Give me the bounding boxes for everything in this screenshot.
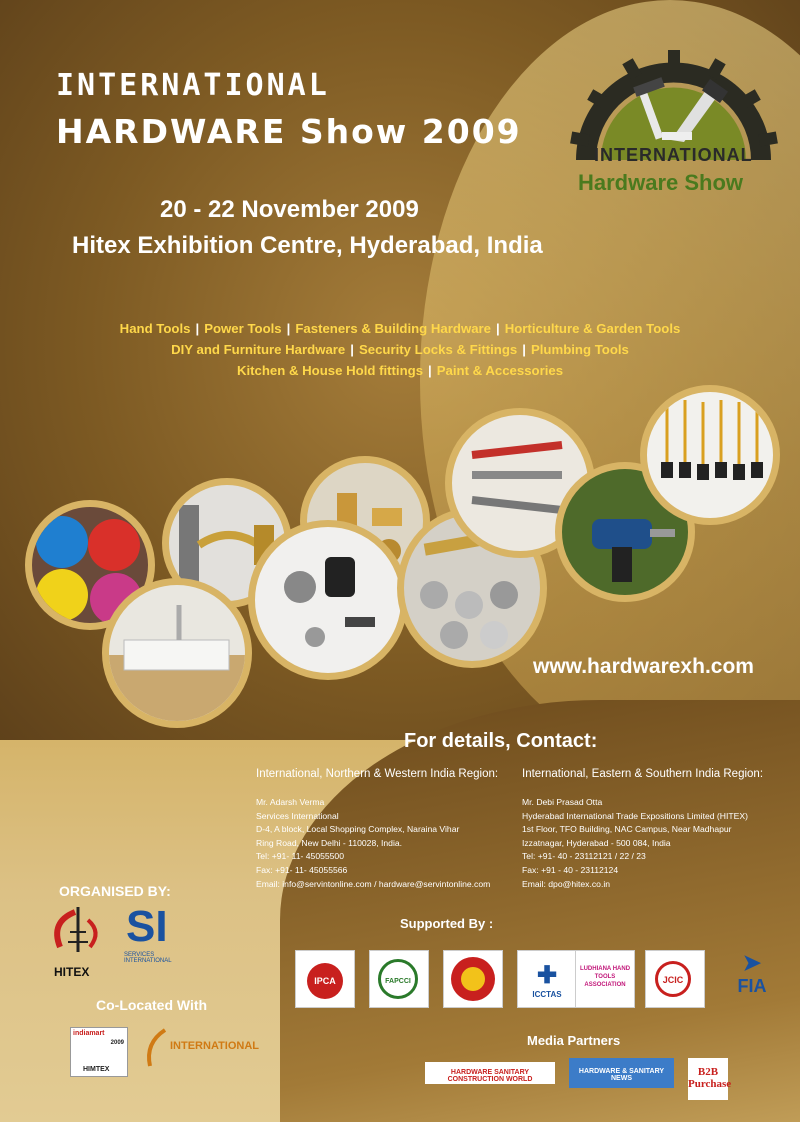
category-item: Horticulture & Garden Tools [504,321,681,336]
logo-text-international: INTERNATIONAL [594,145,753,165]
hscw-logo: HARDWARE SANITARY CONSTRUCTION WORLD [425,1062,555,1084]
icctas-label: ICCTAS [532,990,562,999]
website-link[interactable]: www.hardwarexh.com [533,655,754,678]
himtex-label: HIMTEX [83,1066,110,1073]
contact-line: Mr. Debi Prasad Otta [522,797,603,807]
contact-line: Tel: +91- 11- 45055500 [256,851,344,862]
category-separator: | [350,342,354,357]
jcic-logo [645,950,705,1008]
si-logo: SI [126,902,168,951]
supported-by-label: Supported By : [400,916,494,931]
contact-line: Tel: +91- 40 - 23112121 / 22 / 23 [522,851,646,862]
swoosh-icon [140,1028,170,1068]
kitchen-sink-photo [102,578,252,728]
intl-co-located-label: INTERNATIONAL [170,1040,260,1052]
media-partners-label: Media Partners [527,1033,621,1048]
category-item: Paint & Accessories [436,363,564,378]
category-item: Kitchen & House Hold fittings [236,363,424,378]
category-item: Plumbing Tools [530,342,629,357]
garden-tools-photo [640,385,780,525]
locks-keys-photo [248,520,408,680]
ipca-logo [295,950,355,1008]
contact-line: Fax: +91- 11- 45055566 [256,864,348,875]
b2b-purchase-logo: B2B Purchase [688,1058,728,1100]
contact-address-east-south [522,796,748,891]
category-line-2 [0,339,800,360]
category-separator: | [522,342,526,357]
ludhiana-label: LUDHIANA HAND TOOLS ASSOCIATION [579,966,631,988]
category-line-3 [0,360,800,381]
hitex-label: HITEX [54,965,90,979]
category-item: Hand Tools [119,321,191,336]
category-separator: | [195,321,200,336]
co-located-label: Co-Located With [96,997,208,1013]
himtex-logo-top: indiamart [73,1030,105,1037]
gear-emblem-icon [444,951,502,1007]
fapcci-logo [369,950,429,1008]
himtex-year: 2009 [110,1040,124,1046]
category-separator: | [496,321,500,336]
logo-text-hardware-show: Hardware Show [578,170,744,195]
jcic-label: JCIC [655,961,691,997]
contact-line: Mr. Adarsh Verma [256,797,325,807]
event-venue: Hitex Exhibition Centre, Hyderabad, India [72,232,543,259]
category-item: Power Tools [204,321,282,336]
category-line-1 [0,318,800,339]
contact-email[interactable]: Email: info@servintonline.com / hardware@servintonline.com [256,878,491,889]
contact-line: D-4, A block, Local Shopping Complex, Naraina Vihar [256,824,460,835]
icctas-mark-icon: ✚ [536,962,558,989]
category-separator: | [286,321,291,336]
contact-address-north-west [256,796,490,891]
si-sub-label: SERVICES INTERNATIONAL [124,952,172,964]
ipca-label: IPCA [307,963,343,999]
contact-line: Hyderabad International Trade Expositions Limited (HITEX) [522,810,748,821]
hsn-logo: HARDWARE & SANITARY NEWS [569,1058,674,1088]
category-separator: | [428,363,432,378]
event-date: 20 - 22 November 2009 [160,196,419,223]
himtex-logo [70,1027,128,1077]
fapcci-label: FAPCCI [378,959,418,999]
category-item: DIY and Furniture Hardware [171,342,346,357]
fia-label: FIA [737,976,767,996]
title-line-2: HARDWARE Show 2009 [56,112,522,151]
contact-heading: For details, Contact: [404,730,598,752]
category-item: Security Locks & Fittings [358,342,518,357]
contact-line: Izzatnagar, Hyderabad - 500 084, India [522,837,671,848]
region-east-south: International, Eastern & Southern India Region: [522,768,764,780]
fia-logo [722,950,782,1008]
contact-line: Services International [256,810,339,821]
gear-association-logo [443,950,503,1008]
category-list [0,318,800,381]
gear-icon [570,50,778,160]
icctas-logo [517,950,577,1008]
fia-bird-icon: ➤ [742,950,762,975]
region-north-west: International, Northern & Western India Region: [256,768,499,780]
hitex-logo [50,902,105,967]
contact-line: Fax: +91 - 40 - 23112124 [522,864,619,875]
ludhiana-hand-tools-logo [575,950,635,1008]
contact-line: 1st Floor, TFO Building, NAC Campus, Near Madhapur [522,824,732,835]
category-item: Fasteners & Building Hardware [295,321,492,336]
title-line-1: INTERNATIONAL [56,68,330,103]
contact-email[interactable]: Email: dpo@hitex.co.in [522,878,611,889]
organised-by-label: ORGANISED BY: [59,883,171,899]
contact-line: Ring Road, New Delhi - 110028, India. [256,837,403,848]
